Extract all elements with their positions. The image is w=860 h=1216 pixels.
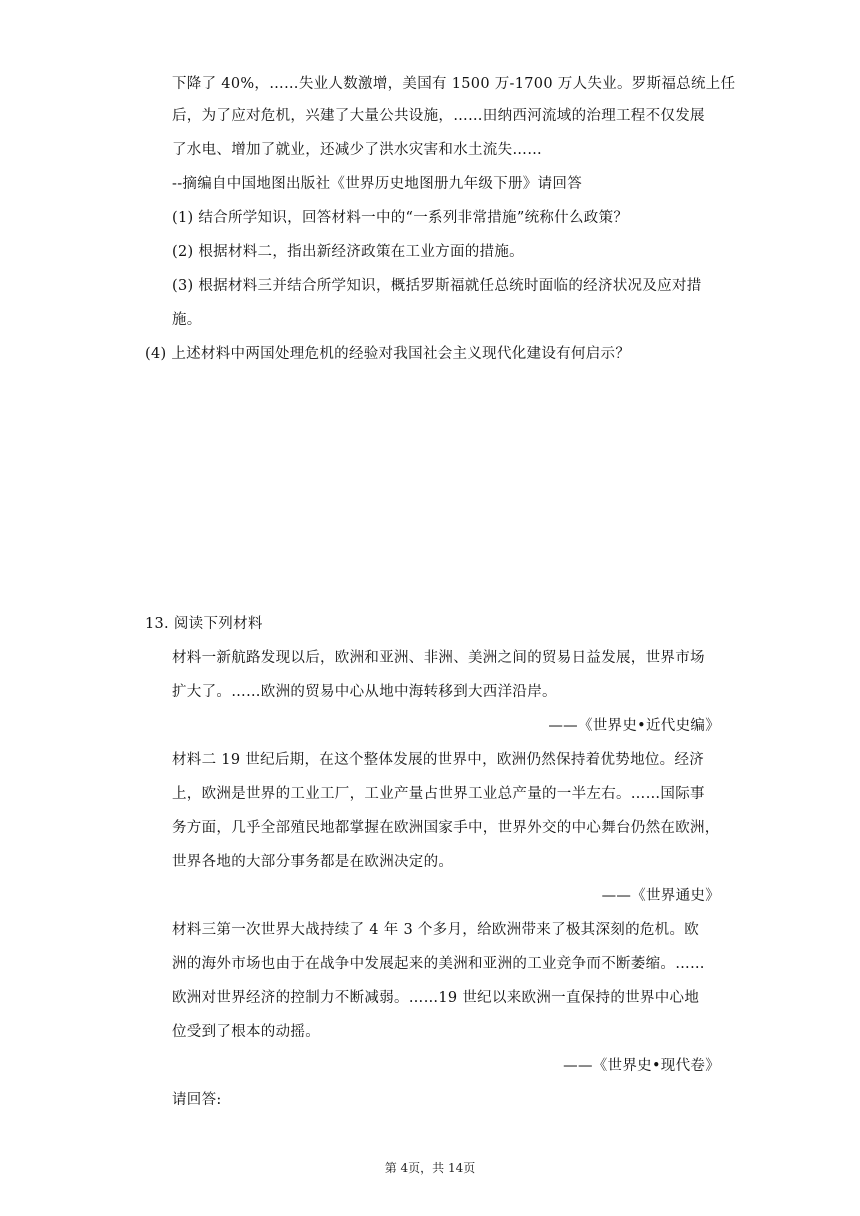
material-2-line-3: 务方面，几乎全部殖民地都掌握在欧洲国家手中，世界外交的中心舞台仍然在欧洲， [172, 820, 720, 836]
material-3-line-2: 洲的海外市场也由于在战争中发展起来的美洲和亚洲的工业竞争而不断萎缩。…… [172, 956, 705, 972]
answer-prompt: 请回答: [172, 1092, 222, 1108]
material-3-line-4: 位受到了根本的动摇。 [172, 1024, 320, 1040]
material-2-line-1: 材料二 19 世纪后期，在这个整体发展的世界中，欧洲仍然保持着优势地位。经济 [172, 752, 705, 768]
material-1-line-1: 材料一新航路发现以后，欧洲和亚洲、非洲、美洲之间的贸易日益发展，世界市场 [172, 650, 705, 666]
intro-line-1: 下降了 40%，……失业人数激增，美国有 1500 万-1700 万人失业。罗斯福总统上任 [172, 76, 736, 92]
material-2-line-2: 上，欧洲是世界的工业工厂，工业产量占世界工业总产量的一半左右。……国际事 [172, 786, 705, 802]
question-1: (1) 结合所学知识，回答材料一中的“一系列非常措施”统称什么政策？ [172, 210, 629, 226]
material-2-source: ——《世界通史》 [601, 888, 720, 904]
material-3-line-1: 材料三第一次世界大战持续了 4 年 3 个多月，给欧洲带来了极其深刻的危机。欧 [172, 922, 700, 938]
question-13-heading: 13. 阅读下列材料 [145, 616, 263, 632]
question-4: (4) 上述材料中两国处理危机的经验对我国社会主义现代化建设有何启示？ [145, 346, 631, 362]
question-2: (2) 根据材料二，指出新经济政策在工业方面的措施。 [172, 244, 524, 260]
source-line: --摘编自中国地图出版社《世界历史地图册九年级下册》请回答 [172, 176, 582, 192]
material-1-line-2: 扩大了。……欧洲的贸易中心从地中海转移到大西洋沿岸。 [172, 684, 557, 700]
intro-line-2: 后，为了应对危机，兴建了大量公共设施，……田纳西河流域的治理工程不仅发展 [172, 108, 705, 124]
page-footer: 第 4页，共 14页 [384, 1161, 476, 1175]
material-3-line-3: 欧洲对世界经济的控制力不断减弱。……19 世纪以来欧洲一直保持的世界中心地 [172, 990, 700, 1006]
intro-line-3: 了水电、增加了就业，还减少了洪水灾害和水土流失…… [172, 142, 542, 158]
material-2-line-4: 世界各地的大部分事务都是在欧洲决定的。 [172, 854, 454, 870]
question-3: (3) 根据材料三并结合所学知识，概括罗斯福就任总统时面临的经济状况及应对措 [172, 278, 702, 294]
question-3-continued: 施。 [172, 312, 202, 328]
material-3-source: ——《世界史•现代卷》 [563, 1058, 720, 1074]
material-1-source: ——《世界史•近代史编》 [548, 718, 720, 734]
